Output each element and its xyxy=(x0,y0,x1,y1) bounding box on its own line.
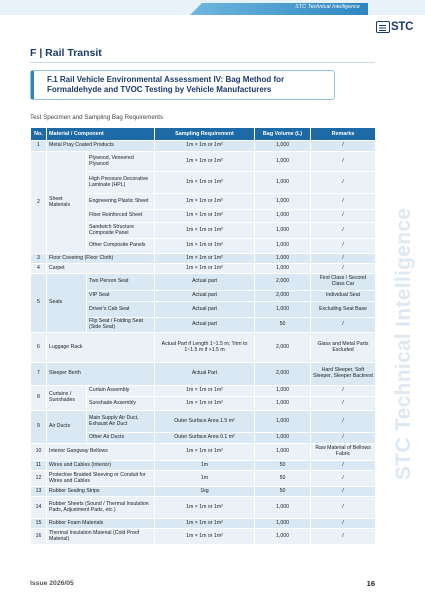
row-remarks: / xyxy=(311,254,376,264)
row-category: Seats xyxy=(47,274,87,333)
row-subcomponent: High Pressure Decorative Laminate (HPL) xyxy=(87,172,155,194)
row-sampling: Actual part xyxy=(155,291,255,302)
row-sampling: 1m × 1m or 1m² xyxy=(155,397,255,411)
row-category: Curtains / Sunshades xyxy=(47,386,87,411)
row-remarks: / xyxy=(311,264,376,274)
row-volume: 50 xyxy=(255,461,311,471)
row-sampling: 1m × 1m or 1m² xyxy=(155,254,255,264)
row-volume: 1,000 xyxy=(255,172,311,194)
row-material: Thermal Insulation Material (Cold Proof Material) xyxy=(47,529,155,545)
banner-accent xyxy=(31,71,34,99)
row-no: 11 xyxy=(31,461,47,471)
table-row xyxy=(31,461,376,471)
row-subcomponent: Driver's Cab Seat xyxy=(87,302,155,318)
row-sampling: Actual part xyxy=(155,302,255,318)
row-volume: 1,000 xyxy=(255,239,311,254)
table-row xyxy=(31,363,376,386)
row-volume: 50 xyxy=(255,318,311,333)
row-no: 5 xyxy=(31,274,47,333)
row-no: 14 xyxy=(31,497,47,519)
row-subcomponent: Main Supply Air Duct, Exhaust Air Duct xyxy=(87,411,155,433)
table-row xyxy=(31,497,376,519)
row-remarks: / xyxy=(311,529,376,545)
row-remarks: Hard Sleeper, Soft Sleeper, Sleeper Backrest xyxy=(311,363,376,386)
row-subcomponent: Engineering Plastic Sheet xyxy=(87,194,155,210)
section-title: F | Rail Transit xyxy=(30,47,102,59)
stc-logo-text: STC xyxy=(391,21,414,33)
row-volume: 1,000 xyxy=(255,194,311,210)
row-no: 1 xyxy=(31,141,47,152)
row-sampling: 1m × 1m or 1m² xyxy=(155,152,255,172)
row-subcomponent: Sunshade Assembly xyxy=(87,397,155,411)
row-remarks: Excluding Seat Base xyxy=(311,302,376,318)
row-material: Rubber Sealing Strips xyxy=(47,487,155,497)
row-sampling: 1m xyxy=(155,461,255,471)
row-no: 3 xyxy=(31,254,47,264)
row-material: Rubber Foam Materials xyxy=(47,519,155,529)
row-no: 7 xyxy=(31,363,47,386)
table-row xyxy=(31,519,376,529)
row-material: Interior Gangway Bellows xyxy=(47,444,155,461)
table-row xyxy=(31,487,376,497)
row-volume: 2,000 xyxy=(255,291,311,302)
row-sampling: 1m × 1m or 1m² xyxy=(155,172,255,194)
row-volume: 1,000 xyxy=(255,386,311,397)
row-sampling: 1m × 1m or 1m² xyxy=(155,497,255,519)
row-volume: 1,000 xyxy=(255,519,311,529)
row-volume: 2,000 xyxy=(255,333,311,363)
table-row xyxy=(31,141,376,152)
table-row xyxy=(31,471,376,487)
table-header-row xyxy=(31,128,376,141)
row-remarks: / xyxy=(311,386,376,397)
row-remarks: Individual Seat xyxy=(311,291,376,302)
row-material: Rubber Sheets (Sound / Thermal Insulation Pads, Adjustment Pads, etc.) xyxy=(47,497,155,519)
row-no: 6 xyxy=(31,333,47,363)
row-subcomponent: VIP Seat xyxy=(87,291,155,302)
row-subcomponent: Other Air Ducts xyxy=(87,433,155,444)
row-remarks: / xyxy=(311,471,376,487)
row-subcomponent: Other Composite Panels xyxy=(87,239,155,254)
stc-logo xyxy=(376,20,413,34)
row-sampling: 1m × 1m or 1m² xyxy=(155,239,255,254)
row-sampling: Actual part xyxy=(155,274,255,291)
table-row xyxy=(31,152,376,172)
row-volume: 1,000 xyxy=(255,210,311,223)
row-remarks: / xyxy=(311,497,376,519)
row-sampling: 1m × 1m or 1m² xyxy=(155,519,255,529)
header-no: No. xyxy=(31,128,47,141)
row-category: Air Ducts xyxy=(47,411,87,444)
row-subcomponent: Curtain Assembly xyxy=(87,386,155,397)
row-subcomponent: Fiber Reinforced Sheet xyxy=(87,210,155,223)
row-sampling: 1m × 1m or 1m² xyxy=(155,386,255,397)
header-remarks: Remarks xyxy=(311,128,376,141)
row-volume: 50 xyxy=(255,471,311,487)
table-row xyxy=(31,386,376,397)
stc-logo-icon xyxy=(376,21,390,33)
header-bag-volume: Bag Volume (L) xyxy=(255,128,311,141)
row-material: Protective Braided Sleeving or Conduit for Wires and Cables xyxy=(47,471,155,487)
row-sampling: Actual part xyxy=(155,318,255,333)
row-sampling: 1m × 1m or 1m² xyxy=(155,529,255,545)
row-material: Wires and Cables (Interior) xyxy=(47,461,155,471)
top-strip xyxy=(0,0,425,20)
row-volume: 50 xyxy=(255,487,311,497)
row-no: 15 xyxy=(31,519,47,529)
table-caption: Test Specimen and Sampling Bag Requirements xyxy=(30,114,164,121)
row-remarks: / xyxy=(311,172,376,194)
title-banner xyxy=(30,70,335,100)
row-no: 4 xyxy=(31,264,47,274)
row-remarks: / xyxy=(311,411,376,433)
header-material: Material / Component xyxy=(47,128,155,141)
row-subcomponent: Plywood, Veneered Plywood xyxy=(87,152,155,172)
row-no: 13 xyxy=(31,487,47,497)
table-row xyxy=(31,333,376,363)
row-volume: 1,000 xyxy=(255,397,311,411)
row-remarks: / xyxy=(311,461,376,471)
row-volume: 1,000 xyxy=(255,223,311,239)
table-row xyxy=(31,529,376,545)
row-volume: 1,000 xyxy=(255,254,311,264)
row-subcomponent: Two Person Seat xyxy=(87,274,155,291)
header-sampling: Sampling Requirement xyxy=(155,128,255,141)
row-volume: 2,000 xyxy=(255,274,311,291)
row-volume: 2,000 xyxy=(255,363,311,386)
row-remarks: / xyxy=(311,210,376,223)
row-sampling: Actual Part xyxy=(155,363,255,386)
row-sampling: 1m × 1m or 1m² xyxy=(155,444,255,461)
row-material: Floor Covering (Floor Cloth) xyxy=(47,254,155,264)
row-sampling: Outer Surface Area 1.5 m² xyxy=(155,411,255,433)
row-no: 16 xyxy=(31,529,47,545)
row-category: Sheet Materials xyxy=(47,152,87,254)
watermark: STC Technical Intelligence xyxy=(392,207,415,480)
row-sampling: 1kg xyxy=(155,487,255,497)
row-sampling: 1m × 1m or 1m² xyxy=(155,223,255,239)
row-volume: 1,000 xyxy=(255,152,311,172)
row-sampling: Outer Surface Area 0.1 m² xyxy=(155,433,255,444)
row-remarks: First Class / Second Class Car xyxy=(311,274,376,291)
row-sampling: 1m × 1m or 1m² xyxy=(155,264,255,274)
row-volume: 1,000 xyxy=(255,497,311,519)
bag-requirements-table xyxy=(30,127,376,545)
row-remarks: / xyxy=(311,318,376,333)
table-row xyxy=(31,411,376,433)
row-remarks: / xyxy=(311,519,376,529)
row-subcomponent: Flip Seat / Folding Seat (Side Seat) xyxy=(87,318,155,333)
footer-issue: Issue 2026/05 xyxy=(30,580,74,587)
row-material: Luggage Rack xyxy=(47,333,155,363)
row-remarks: / xyxy=(311,141,376,152)
row-volume: 1,000 xyxy=(255,444,311,461)
row-sampling: 1m × 1m or 1m² xyxy=(155,194,255,210)
row-volume: 1,000 xyxy=(255,529,311,545)
table-row xyxy=(31,274,376,291)
row-sampling: 1m xyxy=(155,471,255,487)
row-volume: 1,000 xyxy=(255,264,311,274)
header-tagline: STC Technical Intelligence xyxy=(295,4,360,10)
banner-title: F.1 Rail Vehicle Environmental Assessment IV: Bag Method for Formaldehyde and TVOC Testing by Vehicle Manufacturers xyxy=(47,75,285,95)
table-row xyxy=(31,444,376,461)
page-number: 16 xyxy=(366,579,375,588)
section-divider xyxy=(30,62,375,63)
row-remarks: / xyxy=(311,223,376,239)
row-remarks: / xyxy=(311,433,376,444)
row-volume: 1,000 xyxy=(255,302,311,318)
row-no: 8 xyxy=(31,386,47,411)
row-remarks: / xyxy=(311,152,376,172)
row-material: Metal Pray Coated Products xyxy=(47,141,155,152)
row-remarks: / xyxy=(311,487,376,497)
row-sampling: 1m × 1m or 1m² xyxy=(155,210,255,223)
row-sampling: Actual Part if Length 1~1.5 m; Trim to 1~1.5 m if >1.5 m xyxy=(155,333,255,363)
row-no: 10 xyxy=(31,444,47,461)
row-material: Sleeper Berth xyxy=(47,363,155,386)
row-remarks: / xyxy=(311,397,376,411)
row-no: 2 xyxy=(31,152,47,254)
row-remarks: / xyxy=(311,239,376,254)
row-volume: 1,000 xyxy=(255,411,311,433)
row-volume: 1,000 xyxy=(255,141,311,152)
row-material: Carpet xyxy=(47,264,155,274)
row-remarks: / xyxy=(311,194,376,210)
row-no: 9 xyxy=(31,411,47,444)
table-row xyxy=(31,264,376,274)
row-no: 12 xyxy=(31,471,47,487)
row-sampling: 1m × 1m or 1m² xyxy=(155,141,255,152)
table-row xyxy=(31,254,376,264)
row-volume: 1,000 xyxy=(255,433,311,444)
row-subcomponent: Sandwich Structure Composite Panel xyxy=(87,223,155,239)
row-remarks: Glass and Metal Parts Excluded xyxy=(311,333,376,363)
row-remarks: Raw Material of Bellows Fabric xyxy=(311,444,376,461)
